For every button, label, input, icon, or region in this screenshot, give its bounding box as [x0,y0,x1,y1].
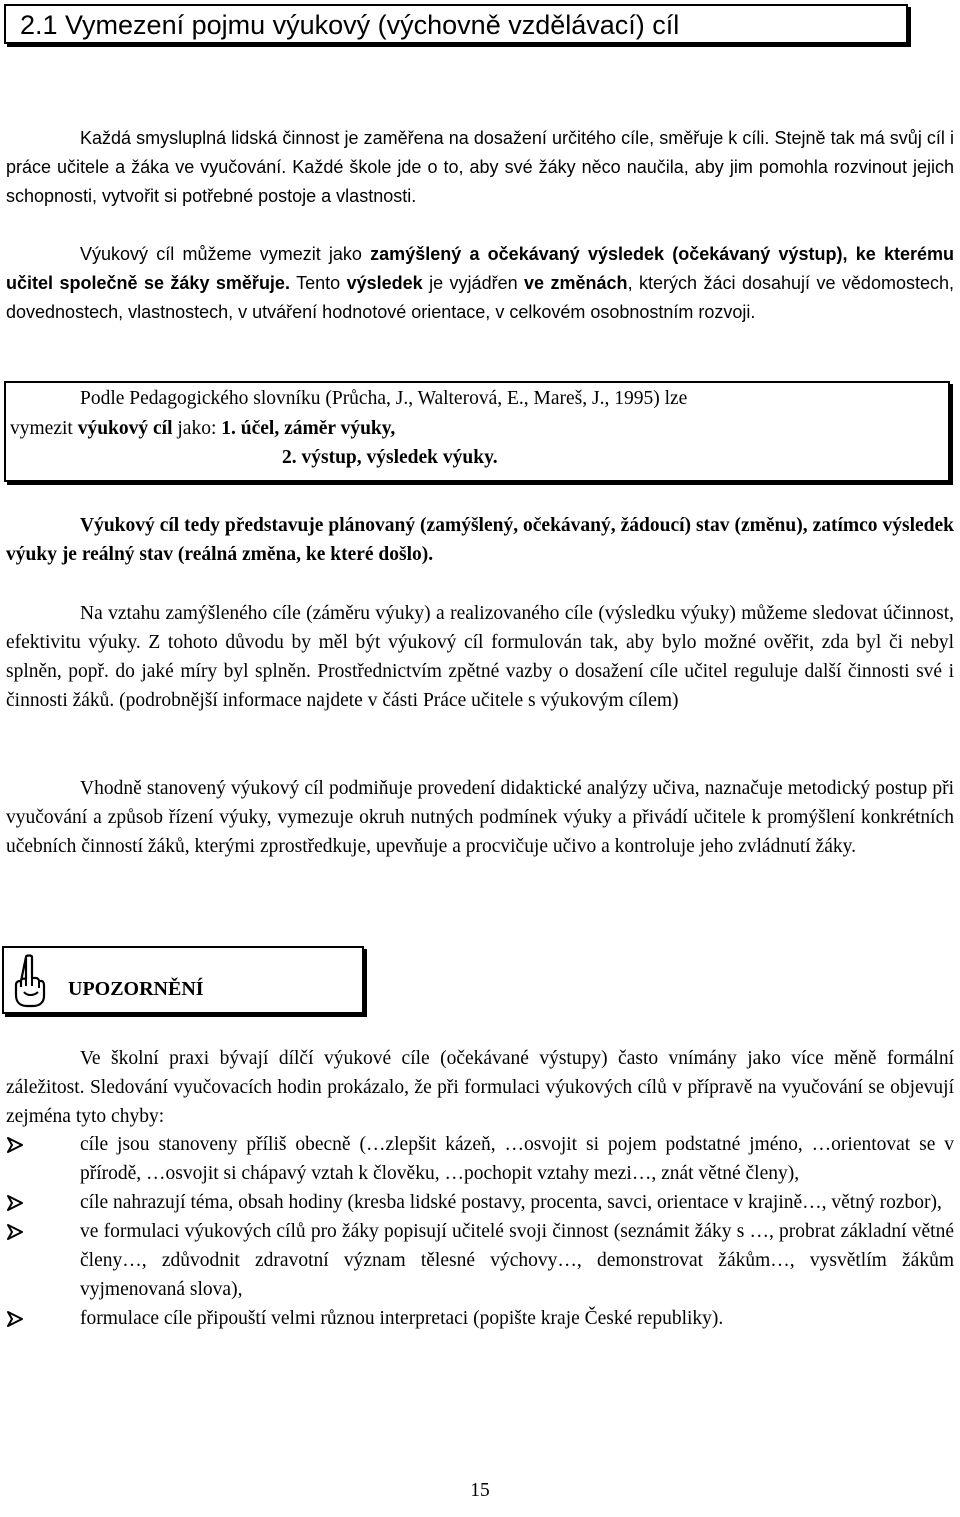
arrow-bullet-icon [6,1223,24,1241]
arrow-bullet-icon [6,1194,24,1212]
dictionary-definition-box [4,381,950,482]
section-heading-box [4,4,908,44]
paragraph-appropriate-goal: Vhodně stanovený výukový cíl podmiňuje provedení didaktické analýzy učiva, naznačuje metodický postup při vyučování a způsob řízení výuky, vymezuje okruh nutných podmínek výuky a přivádí učitele k promýšlení konkrétních učebních činností žáků, kterými zprostředkuje, upevňuje a procvičuje učivo a kontroluje jeho zvládnutí žáky. [6,778,954,857]
paragraph-effectiveness: Na vztahu zamýšleného cíle (záměru výuky) a realizovaného cíle (výsledku výuky) můžeme sledovat účinnost, efektivitu výuky. Z tohoto důvodu by měl být výukový cíl formulován tak, aby bylo možné ověřit, zda byl či nebyl splněn, popř. do jaké míry byl splněn. Prostřednictvím zpětné vazby o dosažení cíle učitel reguluje další činnosti své i činnosti žáků. (podrobnější informace najdete v části Práce učitele s výukovým cílem) [6,603,954,711]
list-item: cíle jsou stanoveny příliš obecně (…zlepšit kázeň, …osvojit si pojem podstatné jméno, …orientovat se v přírodě, …osvojit si chápavý vztah k člověku, …pochopit vztahy mezi…, znát větné členy), [6,1130,954,1188]
paragraph-intro: Každá smysluplná lidská činnost je zaměřena na dosažení určitého cíle, směřuje k cíli. Stejně tak má svůj cíl i práce učitele a žáka ve vyučování. Každé škole jde o to, aby své žáky něco naučila, aby jim pomohla rozvinout jejich schopnosti, vytvořit si potřebné postoje a vlastnosti. [6,128,954,206]
pointing-hand-icon [12,954,46,1008]
paragraph-school-practice: Ve školní praxi bývají dílčí výukové cíle (očekávané výstupy) často vnímány jako více měně formální záležitost. Sledování vyučovacích hodin prokázalo, že při formulaci výukových cílů v přípravě na vyučování se objevují zejména tyto chyby: [6,1048,954,1127]
definition-line-2: vymezit výukový cíl jako: 1. účel, záměr výuky, [10,418,396,439]
warning-title: UPOZORNĚNÍ [68,978,204,1000]
definition-line-3: 2. výstup, výsledek výuky. [282,447,498,468]
page-number: 15 [470,1480,490,1501]
list-item: ve formulaci výukových cílů pro žáky popisují učitelé svoji činnost (seznámit žáky s …, probrat základní větné členy…, zdůvodnit zdravotní význam tělesné výchovy…, demonstrovat žákům…, vysvětlím žákům vyjmenovaná slova), [6,1217,954,1304]
definition-line-1: Podle Pedagogického slovníku (Průcha, J., Walterová, E., Mareš, J., 1995) lze [80,388,688,409]
paragraph-goal-vs-result: Výukový cíl tedy představuje plánovaný (zamýšlený, očekávaný, žádoucí) stav (změnu), zatímco výsledek výuky je reálný stav (reálná změna, ke které došlo). [6,515,954,565]
list-item: cíle nahrazují téma, obsah hodiny (kresba lidské postavy, procenta, savci, orientace v krajině…, větný rozbor), [6,1188,954,1217]
paragraph-definition: Výukový cíl můžeme vymezit jako zamýšlený a očekávaný výsledek (očekávaný výstup), ke kterému učitel společně se žáky směřuje. Tento výsledek je vyjádřen ve změnách, kterých žáci dosahují ve vědomostech, dovednostech, vlastnostech, v utváření hodnotové orientace, v celkovém osobnostním rozvoji. [6,244,955,322]
warning-box [2,946,364,1014]
section-heading: 2.1 Vymezení pojmu výukový (výchovně vzdělávací) cíl [20,10,680,40]
arrow-bullet-icon [6,1136,24,1154]
arrow-bullet-icon [6,1310,24,1328]
error-list [6,1130,954,1333]
list-item: formulace cíle připouští velmi různou interpretaci (popište kraje České republiky). [6,1304,954,1333]
